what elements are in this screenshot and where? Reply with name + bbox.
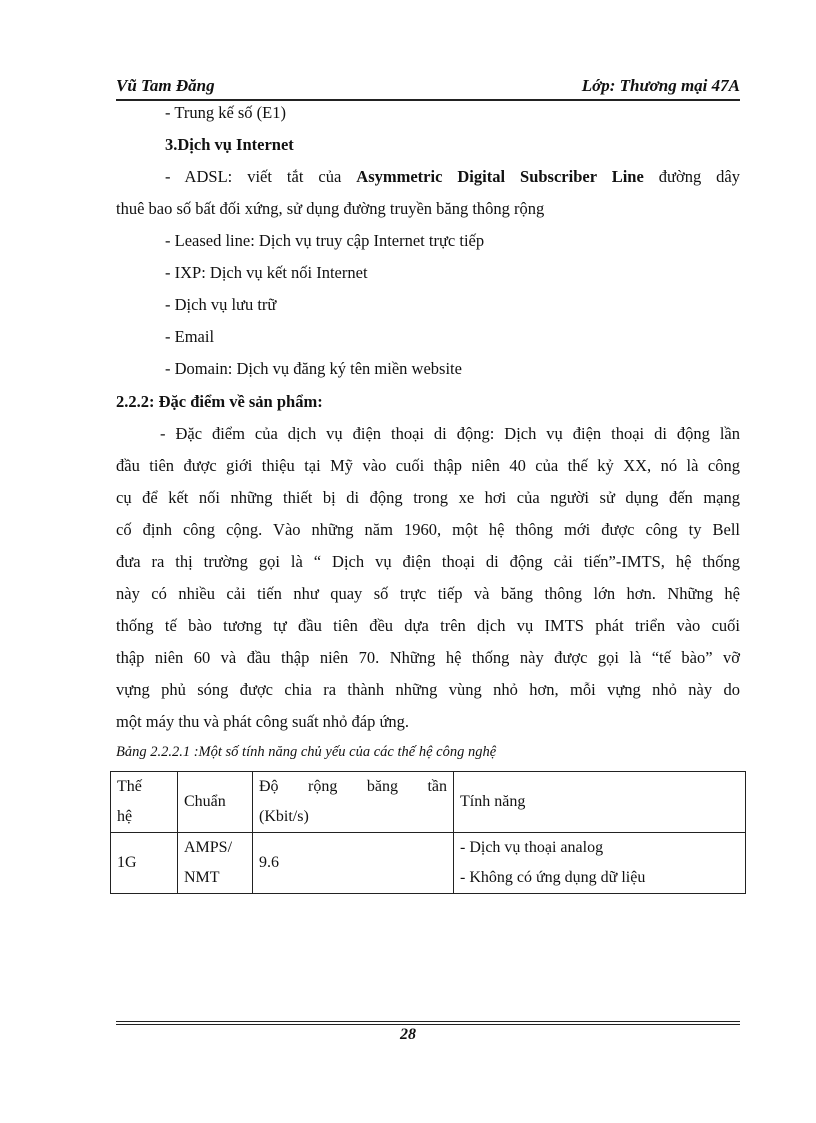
text-line-e1: - Trung kế số (E1) — [165, 103, 287, 122]
text-line-ixp: - IXP: Dịch vụ kết nối Internet — [165, 263, 368, 282]
header-features: Tính năng — [454, 772, 746, 833]
author-name: Vũ Tam Đăng — [116, 76, 215, 95]
features-table — [110, 771, 746, 894]
header-generation: Thế hệ — [111, 772, 178, 833]
text-line-email: - Email — [165, 327, 215, 346]
page-header — [116, 76, 740, 98]
adsl-full-name: Asymmetric Digital Subscriber Line — [356, 167, 644, 186]
footer-divider — [116, 1024, 740, 1025]
paragraph-line: đưa ra thị trường gọi là “ Dịch vụ điện thoại di động cải tiến”-IMTS, hệ thống — [116, 552, 740, 571]
text-line-leased: - Leased line: Dịch vụ truy cập Internet trực tiếp — [165, 231, 485, 250]
adsl-prefix: - ADSL: viết tắt của — [165, 167, 357, 186]
paragraph-line: cụ để kết nối những thiết bị di động trong xe hơi của người sử dụng đến mạng — [116, 488, 740, 507]
paragraph-line: - Đặc điểm của dịch vụ điện thoại di động: Dịch vụ điện thoại di động lần — [160, 424, 740, 443]
header-bandwidth: Độ rộng băng tần (Kbit/s) — [253, 772, 454, 833]
paragraph-line: cố định công cộng. Vào những năm 1960, một hệ thông mới được công ty Bell — [116, 520, 740, 539]
footer-divider — [116, 1021, 740, 1022]
paragraph-last-line: một máy thu và phát công suất nhỏ đáp ứng. — [116, 712, 410, 731]
cell-features: - Dịch vụ thoại analog - Không có ứng dụng dữ liệu — [454, 833, 746, 894]
cell-bandwidth: 9.6 — [253, 833, 454, 894]
paragraph-line: thập niên 60 và đầu thập niên 70. Những hệ thống này được gọi là “tế bào” vỡ — [116, 648, 740, 667]
text-line-adsl-2: thuê bao số bất đối xứng, sử dụng đường truyền băng thông rộng — [116, 199, 545, 218]
header-standard: Chuẩn — [178, 772, 253, 833]
cell-standard: AMPS/ NMT — [178, 833, 253, 894]
table-header-row — [111, 772, 746, 833]
paragraph-line: đầu tiên được giới thiệu tại Mỹ vào cuối thập niên 40 của thế kỷ XX, nó là công — [116, 456, 740, 475]
paragraph-line: thống tế bào tương tự đầu tiên đều dựa trên dịch vụ IMTS phát triển vào cuối — [116, 616, 740, 635]
paragraph-line: vựng phủ sóng được chia ra thành những vùng nhỏ hơn, mỗi vựng nhỏ này do — [116, 680, 740, 699]
adsl-suffix: đường dây — [643, 167, 740, 186]
header-divider — [116, 99, 740, 101]
class-name: Lớp: Thương mại 47A — [581, 76, 740, 95]
cell-generation: 1G — [111, 833, 178, 894]
text-line-adsl — [165, 166, 740, 188]
section-heading: 2.2.2: Đặc điểm về sản phẩm: — [116, 392, 323, 411]
page-number: 28 — [400, 1026, 416, 1043]
paragraph-line: này có nhiều cải tiến như quay số trực tiếp và băng thông lớn hơn. Những hệ — [116, 584, 740, 603]
text-line-storage: - Dịch vụ lưu trữ — [165, 295, 277, 314]
table-caption: Bảng 2.2.2.1 :Một số tính năng chủ yếu của các thế hệ công nghệ — [116, 744, 497, 760]
text-line-domain: - Domain: Dịch vụ đăng ký tên miền website — [165, 359, 462, 378]
table-row — [111, 833, 746, 894]
heading-internet: 3.Dịch vụ Internet — [165, 135, 294, 154]
